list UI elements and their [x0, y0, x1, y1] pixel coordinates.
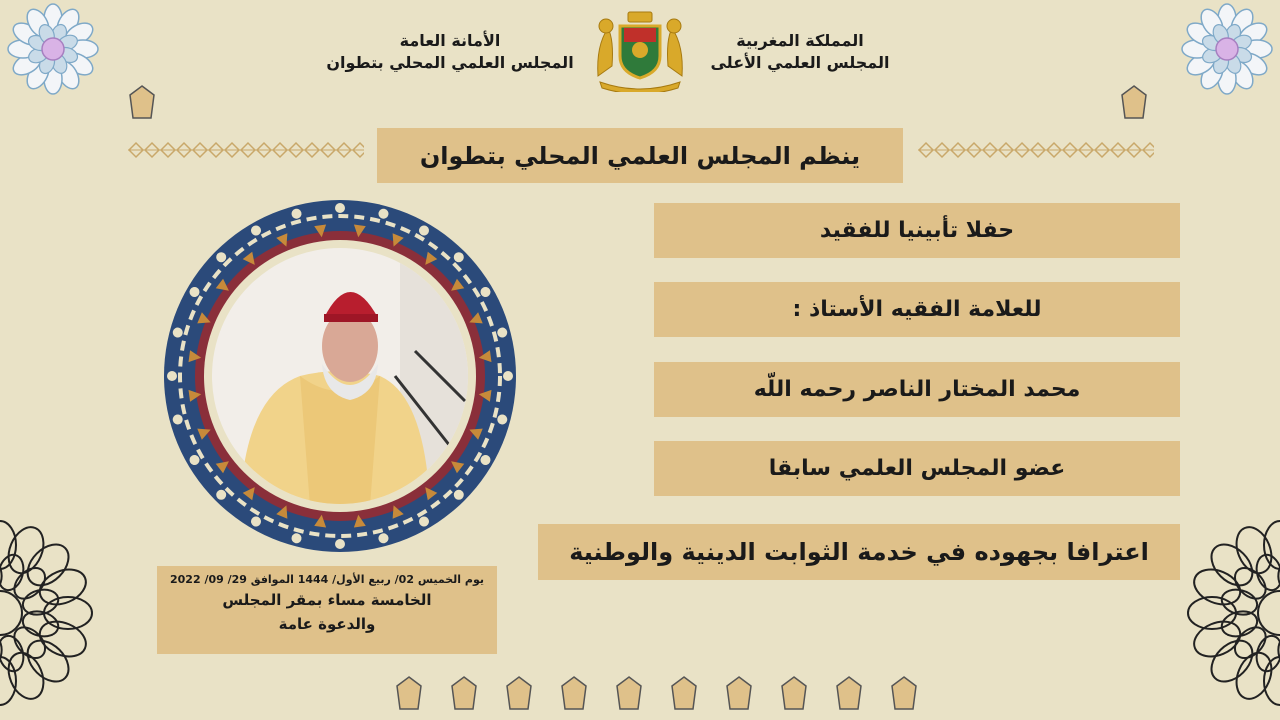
pentagon-ornament-bottom [561, 676, 587, 710]
event-invitation: والدعوة عامة [278, 615, 376, 633]
pentagon-ornament-bottom [781, 676, 807, 710]
corner-rosette-bottom-right [1185, 518, 1280, 708]
header-left [315, 30, 585, 74]
title-banner: ينظم المجلس العلمي المحلي بتطوان [377, 128, 903, 183]
pentagon-ornament-bottom [671, 676, 697, 710]
line-name: محمد المختار الناصر رحمه اللّه [654, 362, 1180, 417]
header-left-line2: المجلس العلمي المحلي بتطوان [326, 53, 574, 72]
line-memorial: حفلا تأبينيا للفقيد [654, 203, 1180, 258]
chain-ornament-right [918, 140, 1154, 160]
header-right-line2: المجلس العلمي الأعلى [710, 53, 890, 72]
header-right-line1: المملكة المغربية [736, 31, 864, 50]
pentagon-ornament-bottom [616, 676, 642, 710]
pentagon-ornament-bottom [396, 676, 422, 710]
portrait-frame [162, 198, 518, 554]
line-member: عضو المجلس العلمي سابقا [654, 441, 1180, 496]
chain-ornament-left [128, 140, 364, 160]
pentagon-ornament-bottom [451, 676, 477, 710]
event-date: يوم الخميس 02/ ربيع الأول/ 1444 الموافق 29/ 09/ 2022 [170, 573, 484, 586]
pentagon-ornament-right [1121, 85, 1147, 119]
pentagon-ornament-bottom [506, 676, 532, 710]
line-title: للعلامة الفقيه الأستاذ : [654, 282, 1180, 337]
line-recognition: اعترافا بجهوده في خدمة الثوابت الدينية والوطنية [538, 524, 1180, 580]
pentagon-ornament-left [129, 85, 155, 119]
corner-rosette-bottom-left [0, 518, 95, 708]
corner-rosette-top-left [6, 2, 100, 96]
header-left-line1: الأمانة العامة [399, 31, 501, 50]
pentagon-ornament-bottom [726, 676, 752, 710]
pentagon-ornament-bottom [891, 676, 917, 710]
header-right [700, 30, 900, 74]
corner-rosette-top-right [1180, 2, 1274, 96]
event-time-place: الخامسة مساء بمقر المجلس [222, 591, 432, 609]
pentagon-ornament-bottom [836, 676, 862, 710]
morocco-coat-of-arms-icon [590, 6, 690, 92]
event-info [157, 566, 497, 654]
